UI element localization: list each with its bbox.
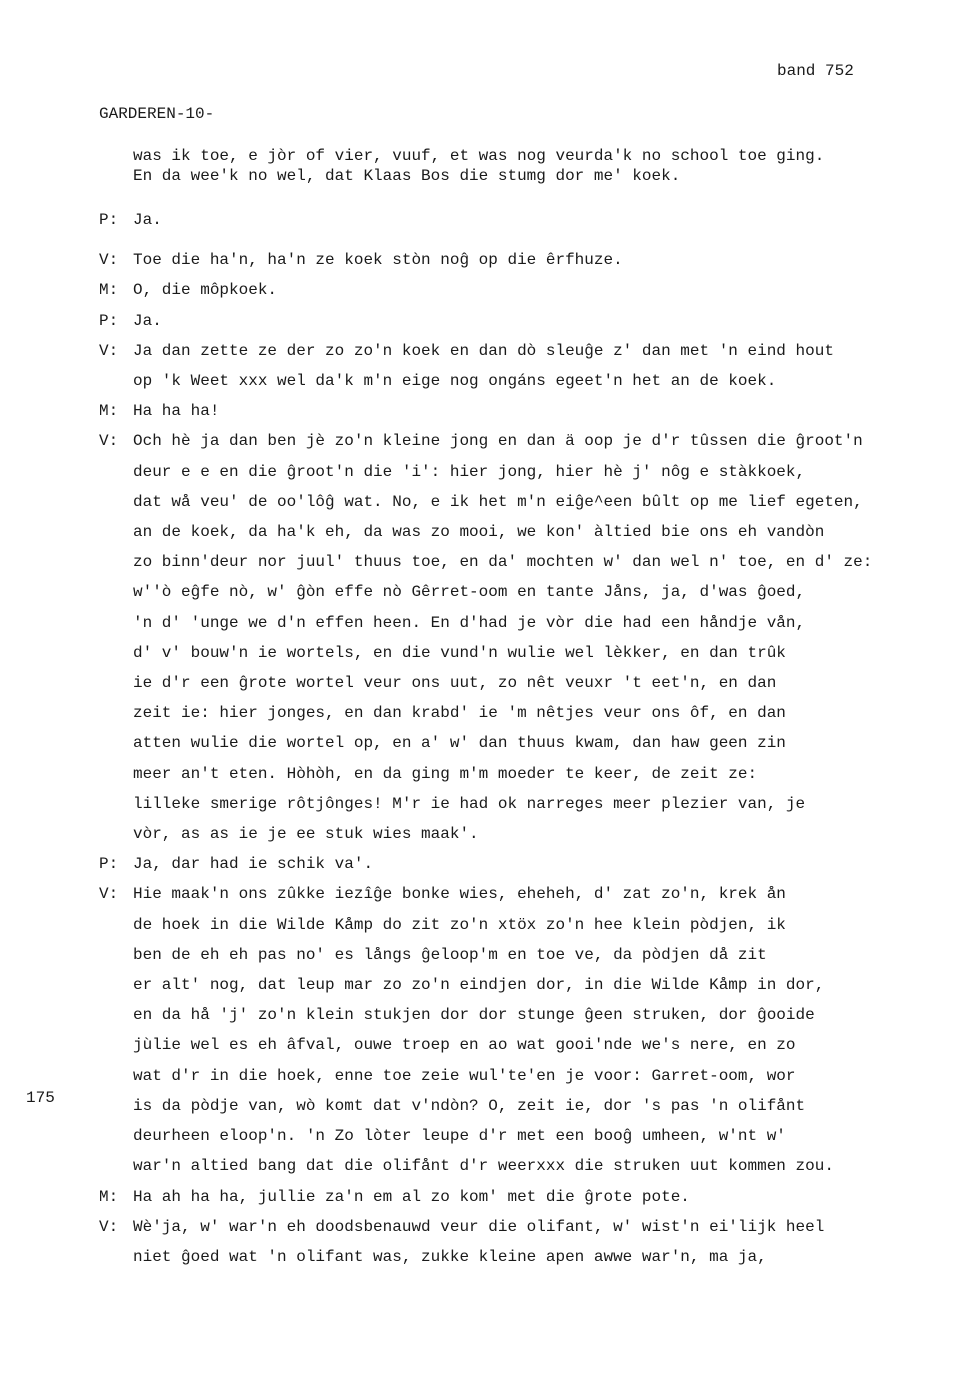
text-line: Ha ha ha! <box>133 402 220 421</box>
text-line: O, die môpkoek. <box>133 281 278 300</box>
text-line: 'n d' 'unge we d'n effen heen. En d'had je vòr die had een håndje vån, <box>133 613 806 632</box>
text-line: Och hè ja dan ben jè zo'n kleine jong en dan ä oop je d'r tûssen die ĝroot'n <box>133 432 863 451</box>
text-line: atten wulie die wortel op, en a' w' dan thuus kwam, dan haw geen zin <box>133 734 786 753</box>
turn-text <box>133 426 973 849</box>
text-line: niet ĝoed wat 'n olifant was, zukke kleine apen awwe war'n, ma ja, <box>133 1247 767 1266</box>
text-line: Ja dan zette ze der zo zo'n koek en dan dò sleuĝe z' dan met 'n eind hout <box>133 341 834 360</box>
text-line: op 'k Weet xxx wel da'k m'n eige nog ongáns egeet'n het an de koek. <box>133 372 777 391</box>
dialogue-turn <box>99 245 973 275</box>
dialogue-turn <box>99 205 973 235</box>
text-line: war'n altied bang dat die olifånt d'r weerxxx die struken uut kommen zou. <box>133 1157 834 1176</box>
text-line: d' v' bouw'n ie wortels, en die vund'n wulie wel lèkker, en dan trûk <box>133 643 786 662</box>
turn-text <box>133 879 973 1181</box>
speaker-label: P: <box>99 211 119 229</box>
dialogue-turn <box>99 396 973 426</box>
turn-text <box>133 1182 973 1212</box>
speaker-label: M: <box>99 281 119 300</box>
text-line: Ja. <box>133 211 162 229</box>
text-line: Ja. <box>133 311 162 330</box>
text-line: zo binn'deur nor juul' thuus toe, en da' mochten w' dan wel n' toe, en d' ze: <box>133 553 873 572</box>
speaker-label: M: <box>99 402 119 421</box>
text-line: ie d'r een ĝrote wortel veur ons uut, zo nêt veuxr 't eet'n, en dan <box>133 674 777 693</box>
text-line: an de koek, da ha'k eh, da was zo mooi, we kon' àltied bie ons eh vandòn <box>133 523 825 542</box>
text-line: er alt' nog, dat leup mar zo zo'n eindjen dor, in die Wilde Kåmp in dor, <box>133 976 825 995</box>
turn-text <box>133 849 973 879</box>
speaker-label: P: <box>99 311 119 330</box>
text-line: meer an't eten. Hòhòh, en da ging m'm moeder te keer, de zeit ze: <box>133 764 758 783</box>
turn-text <box>133 336 973 396</box>
text-line: zeit ie: hier jonges, en dan krabd' ie 'm nêtjes veur ons ôf, en dan <box>133 704 786 723</box>
dialogue <box>99 205 973 1272</box>
dialogue-turn <box>99 879 973 1181</box>
dialogue-turn <box>99 849 973 879</box>
text-line: Toe die ha'n, ha'n ze koek stòn noĝ op die êrfhuze. <box>133 251 623 270</box>
turn-text <box>133 1212 973 1272</box>
text-line: dat wå veu' de oo'lôĝ wat. No, e ik het m'n eiĝe^een bûlt op me lief egeten, <box>133 492 863 511</box>
document-header: GARDEREN-10- <box>99 105 215 123</box>
dialogue-turn <box>99 1212 973 1272</box>
dialogue-turn <box>99 426 973 849</box>
text-line: deurheen eloop'n. 'n Zo lòter leupe d'r met een booĝ umheen, w'nt w' <box>133 1127 786 1146</box>
text-line: w''ò eĝfe nò, w' ĝòn effe nò Gêrret-oom en tante Jåns, ja, d'was ĝoed, <box>133 583 806 602</box>
speaker-label: P: <box>99 855 119 874</box>
text-line: wat d'r in die hoek, enne toe zeie wul'te'en je voor: Garret-oom, wor <box>133 1066 796 1085</box>
turn-text <box>133 205 973 235</box>
dialogue-turn <box>99 1182 973 1212</box>
text-line: Wè'ja, w' war'n eh doodsbenauwd veur die olifant, w' wist'n ei'lijk heel <box>133 1217 825 1236</box>
text-line: en da hå 'j' zo'n klein stukjen dor dor stunge ĝeen struken, dor ĝooide <box>133 1006 815 1025</box>
dialogue-turn <box>99 336 973 396</box>
text-line: Ha ah ha ha, jullie za'n em al zo kom' met die ĝrote pote. <box>133 1187 690 1206</box>
text-line: deur e e en die ĝroot'n die 'i': hier jong, hier hè j' nôg e stàkkoek, <box>133 462 806 481</box>
text-line: vòr, as as ie je ee stuk wies maak'. <box>133 825 479 844</box>
text-line: jùlie wel es eh âfval, ouwe troep en ao wat gooi'nde we's nere, en zo <box>133 1036 796 1055</box>
speaker-label: V: <box>99 1217 119 1236</box>
speaker-label: V: <box>99 432 119 451</box>
dialogue-turn <box>99 275 973 305</box>
speaker-label: V: <box>99 885 119 904</box>
text-line: is da pòdje van, wò komt dat v'ndòn? O, zeit ie, dor 's pas 'n olifånt <box>133 1096 806 1115</box>
turn-text <box>133 396 973 426</box>
intro-line: En da wee'k no wel, dat Klaas Bos die stumg dor me' koek. <box>133 167 681 185</box>
dialogue-turn <box>99 306 973 336</box>
margin-line-number: 175 <box>26 1089 55 1107</box>
intro-paragraph <box>133 146 824 186</box>
band-label: band 752 <box>777 62 854 80</box>
speaker-label: V: <box>99 251 119 270</box>
turn-text <box>133 306 973 336</box>
speaker-label: M: <box>99 1187 119 1206</box>
text-line: Ja, dar had ie schik va'. <box>133 855 374 874</box>
turn-text <box>133 245 973 275</box>
speaker-label: V: <box>99 341 119 360</box>
turn-text <box>133 275 973 305</box>
text-line: de hoek in die Wilde Kåmp do zit zo'n xtöx zo'n hee klein pòdjen, ik <box>133 915 786 934</box>
intro-line: was ik toe, e jòr of vier, vuuf, et was nog veurda'k no school toe ging. <box>133 147 825 165</box>
text-line: ben de eh eh pas no' es långs ĝeloop'm en toe ve, da pòdjen då zit <box>133 945 767 964</box>
text-line: lilleke smerige rôtjônges! M'r ie had ok narreges meer plezier van, je <box>133 794 806 813</box>
text-line: Hie maak'n ons zûkke iezîĝe bonke wies, eheheh, d' zat zo'n, krek ån <box>133 885 786 904</box>
